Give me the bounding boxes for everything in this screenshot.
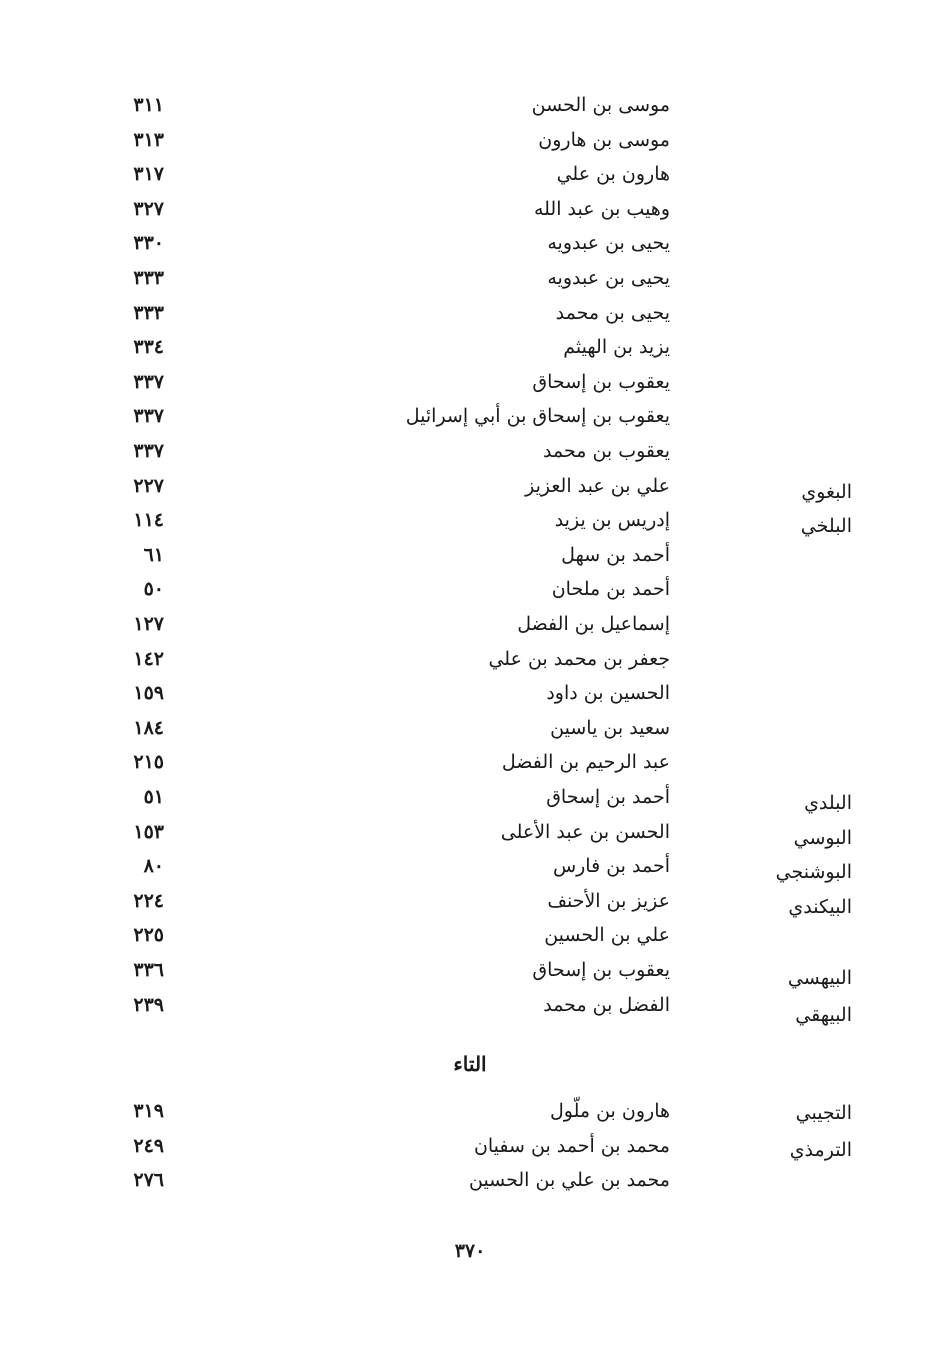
entry-nisba: البيكندي [788,895,852,918]
index-entry [0,572,940,606]
entry-page-number: ٣٣٦ [133,959,164,981]
entry-name: موسى بن هارون [538,128,670,151]
entry-name: وهيب بن عبد الله [533,197,670,220]
entry-page-number: ٢٤٩ [133,1134,164,1157]
entry-nisba: التجيبي [795,1102,852,1124]
entry-name: أحمد بن ملحان [551,578,670,601]
entry-page-number: ٨٠ [143,855,164,878]
index-entry [0,1129,940,1163]
entry-page-number: ٢٢٥ [133,924,164,947]
index-entry [0,642,940,676]
entry-name: يعقوب بن محمد [543,440,670,462]
index-entry [0,226,940,260]
entry-page-number: ٣١٩ [133,1100,164,1122]
entry-name: يزيد بن الهيثم [563,336,670,359]
entry-nisba: الترمذي [789,1138,852,1161]
entry-name: يحيى بن محمد [555,301,670,324]
index-entry [0,434,940,468]
entry-name: محمد بن أحمد بن سفيان [473,1134,670,1157]
entry-page-number: ١٥٣ [133,820,164,843]
index-entry [0,157,940,191]
index-entry [0,780,940,814]
index-entry [0,918,940,952]
index-entry [0,330,940,364]
entry-name: إدريس بن يزيد [554,509,670,532]
entry-name: يحيى بن عبدويه [547,267,670,289]
index-entry [0,123,940,157]
entry-nisba: البلدي [804,792,852,814]
entry-nisba: البيهسي [787,967,852,989]
index-entry [0,399,940,433]
index-entry [0,745,940,779]
entry-page-number: ٢١٥ [133,751,164,774]
entry-name: يحيى بن عبدويه [547,232,670,255]
entry-name: أحمد بن فارس [552,855,670,878]
entry-page-number: ٣٣٤ [133,336,164,359]
entry-page-number: ١٤٢ [133,647,164,670]
section-heading: التاء [453,1052,487,1076]
entry-page-number: ٣١١ [133,94,164,116]
entry-page-number: ٣٣٧ [133,440,164,462]
entry-page-number: ١٢٧ [133,613,164,635]
entry-page-number: ٣٣٣ [133,267,164,289]
index-entry [0,192,940,226]
entry-name: هارون بن علي [556,163,670,186]
entry-name: أحمد بن سهل [561,543,670,566]
entry-page-number: ٣١٣ [133,128,164,151]
entry-page-number: ٣٢٧ [133,197,164,220]
entry-page-number: ٥١ [143,786,164,808]
index-entry [0,711,940,745]
entry-page-number: ٢٧٦ [133,1169,164,1192]
index-entry [0,849,940,883]
index-entry [0,1094,940,1128]
entry-name: أحمد بن إسحاق [546,786,670,808]
entry-page-number: ٥٠ [143,578,164,601]
entry-nisba: البيهقي [795,1003,852,1026]
entry-page-number: ١٥٩ [133,682,164,705]
index-entry [0,676,940,710]
entry-name: جعفر بن محمد بن علي [488,647,670,670]
entry-name: الفضل بن محمد [543,993,670,1016]
entry-nisba: البغوي [801,480,852,503]
index-entry [0,365,940,399]
entry-page-number: ١٨٤ [133,716,164,739]
entry-page-number: ٢٢٧ [133,474,164,497]
index-entry [0,261,940,295]
index-entry [0,884,940,918]
entry-name: إسماعيل بن الفضل [517,613,670,635]
entry-name: موسى بن الحسن [531,94,670,116]
entry-page-number: ٢٣٩ [133,993,164,1016]
entry-name: علي بن عبد العزيز [525,474,670,497]
entry-name: سعيد بن ياسين [550,716,670,739]
entry-nisba: البلخي [800,515,852,538]
entry-page-number: ٣٣٧ [133,370,164,393]
entry-name: عزيز بن الأحنف [547,889,670,912]
index-entry [0,88,940,122]
entry-page-number: ٣١٧ [133,163,164,186]
index-entry [0,815,940,849]
index-entry [0,1163,940,1197]
index-entry [0,469,940,503]
entry-name: هارون بن ملّول [549,1100,670,1122]
entry-name: عبد الرحيم بن الفضل [501,751,670,774]
index-entry [0,296,940,330]
entry-name: الحسين بن داود [546,682,670,705]
entry-name: يعقوب بن إسحاق [532,959,670,981]
entry-nisba: البوشنجي [775,861,852,884]
entry-page-number: ٢٢٤ [133,889,164,912]
entry-page-number: ٣٣٧ [133,405,164,428]
index-entry [0,538,940,572]
entry-page-number: ٣٣٣ [133,301,164,324]
entry-nisba: البوسي [793,826,852,849]
entry-name: يعقوب بن إسحاق [532,370,670,393]
entry-name: يعقوب بن إسحاق بن أبي إسرائيل [405,405,670,428]
index-entry [0,988,940,1026]
entry-page-number: ٣٣٠ [133,232,164,255]
entry-page-number: ٦١ [143,543,164,566]
page-number: ٣٧٠ [454,1240,486,1262]
entry-name: محمد بن علي بن الحسين [468,1169,670,1192]
index-entry [0,953,940,987]
index-entry [0,503,940,537]
index-entry [0,607,940,641]
entry-name: علي بن الحسين [544,924,670,947]
entry-name: الحسن بن عبد الأعلى [500,820,670,843]
entry-page-number: ١١٤ [133,509,164,532]
